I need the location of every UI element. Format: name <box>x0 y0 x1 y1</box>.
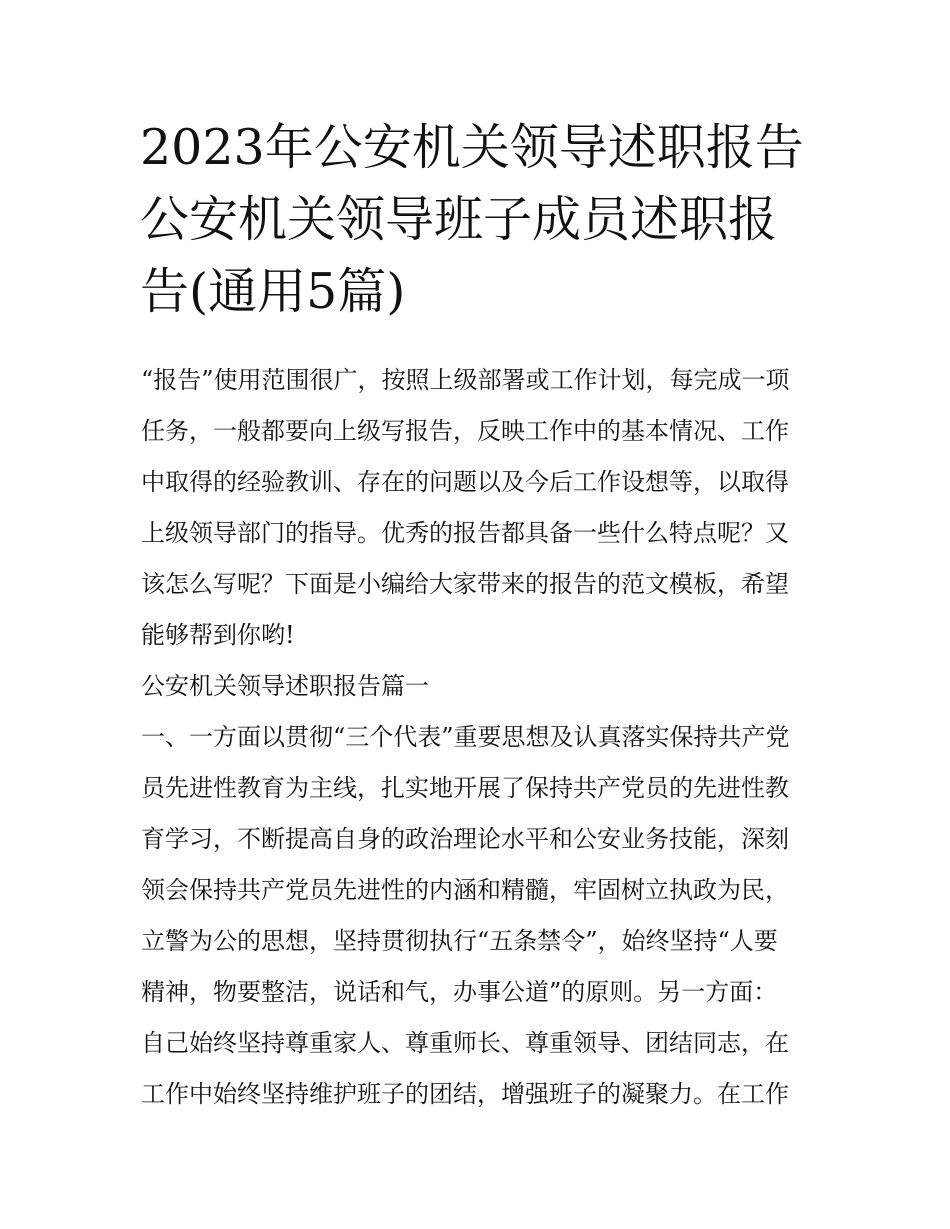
intro-paragraph: “报告”使用范围很广，按照上级部署或工作计划，每完成一项 任务，一般都要向上级写报告，反映工作中的基本情况、工作 中取得的经验教训、存在的问题以及今后工作设想等，以取得 上级领导部门的指导。优秀的报告都具备一些什么特点呢？又 该怎么写呢？下面是小编给大家带来的报告的范文模板，希望 能够帮到你哟! <box>141 366 790 649</box>
body-paragraph: 一、一方面以贯彻“三个代表”重要思想及认真落实保持共产党 员先进性教育为主线，扎实地开展了保持共产党员的先进性教 育学习，不断提高自身的政治理论水平和公安业务技能，深刻 领会保持共产党员先进性的内涵和精髓，牢固树立执政为民， 立警为公的思想，坚持贯彻执行“五条禁令”，始终坚持“人要 精神，物要整洁，说话和气，办事公道”的原则。另一方面： 自己始终坚持尊重家人、尊重师长、尊重领导、团结同志，在 工作中始终坚持维护班子的团结，增强班子的凝聚力。在工作 <box>141 723 790 1108</box>
section-heading: 公安机关领导述职报告篇一 <box>141 672 429 700</box>
document-title: 2023年公安机关领导述职报告 公安机关领导班子成员述职报 告(通用5篇) <box>140 119 804 320</box>
document-body <box>141 355 821 1120</box>
